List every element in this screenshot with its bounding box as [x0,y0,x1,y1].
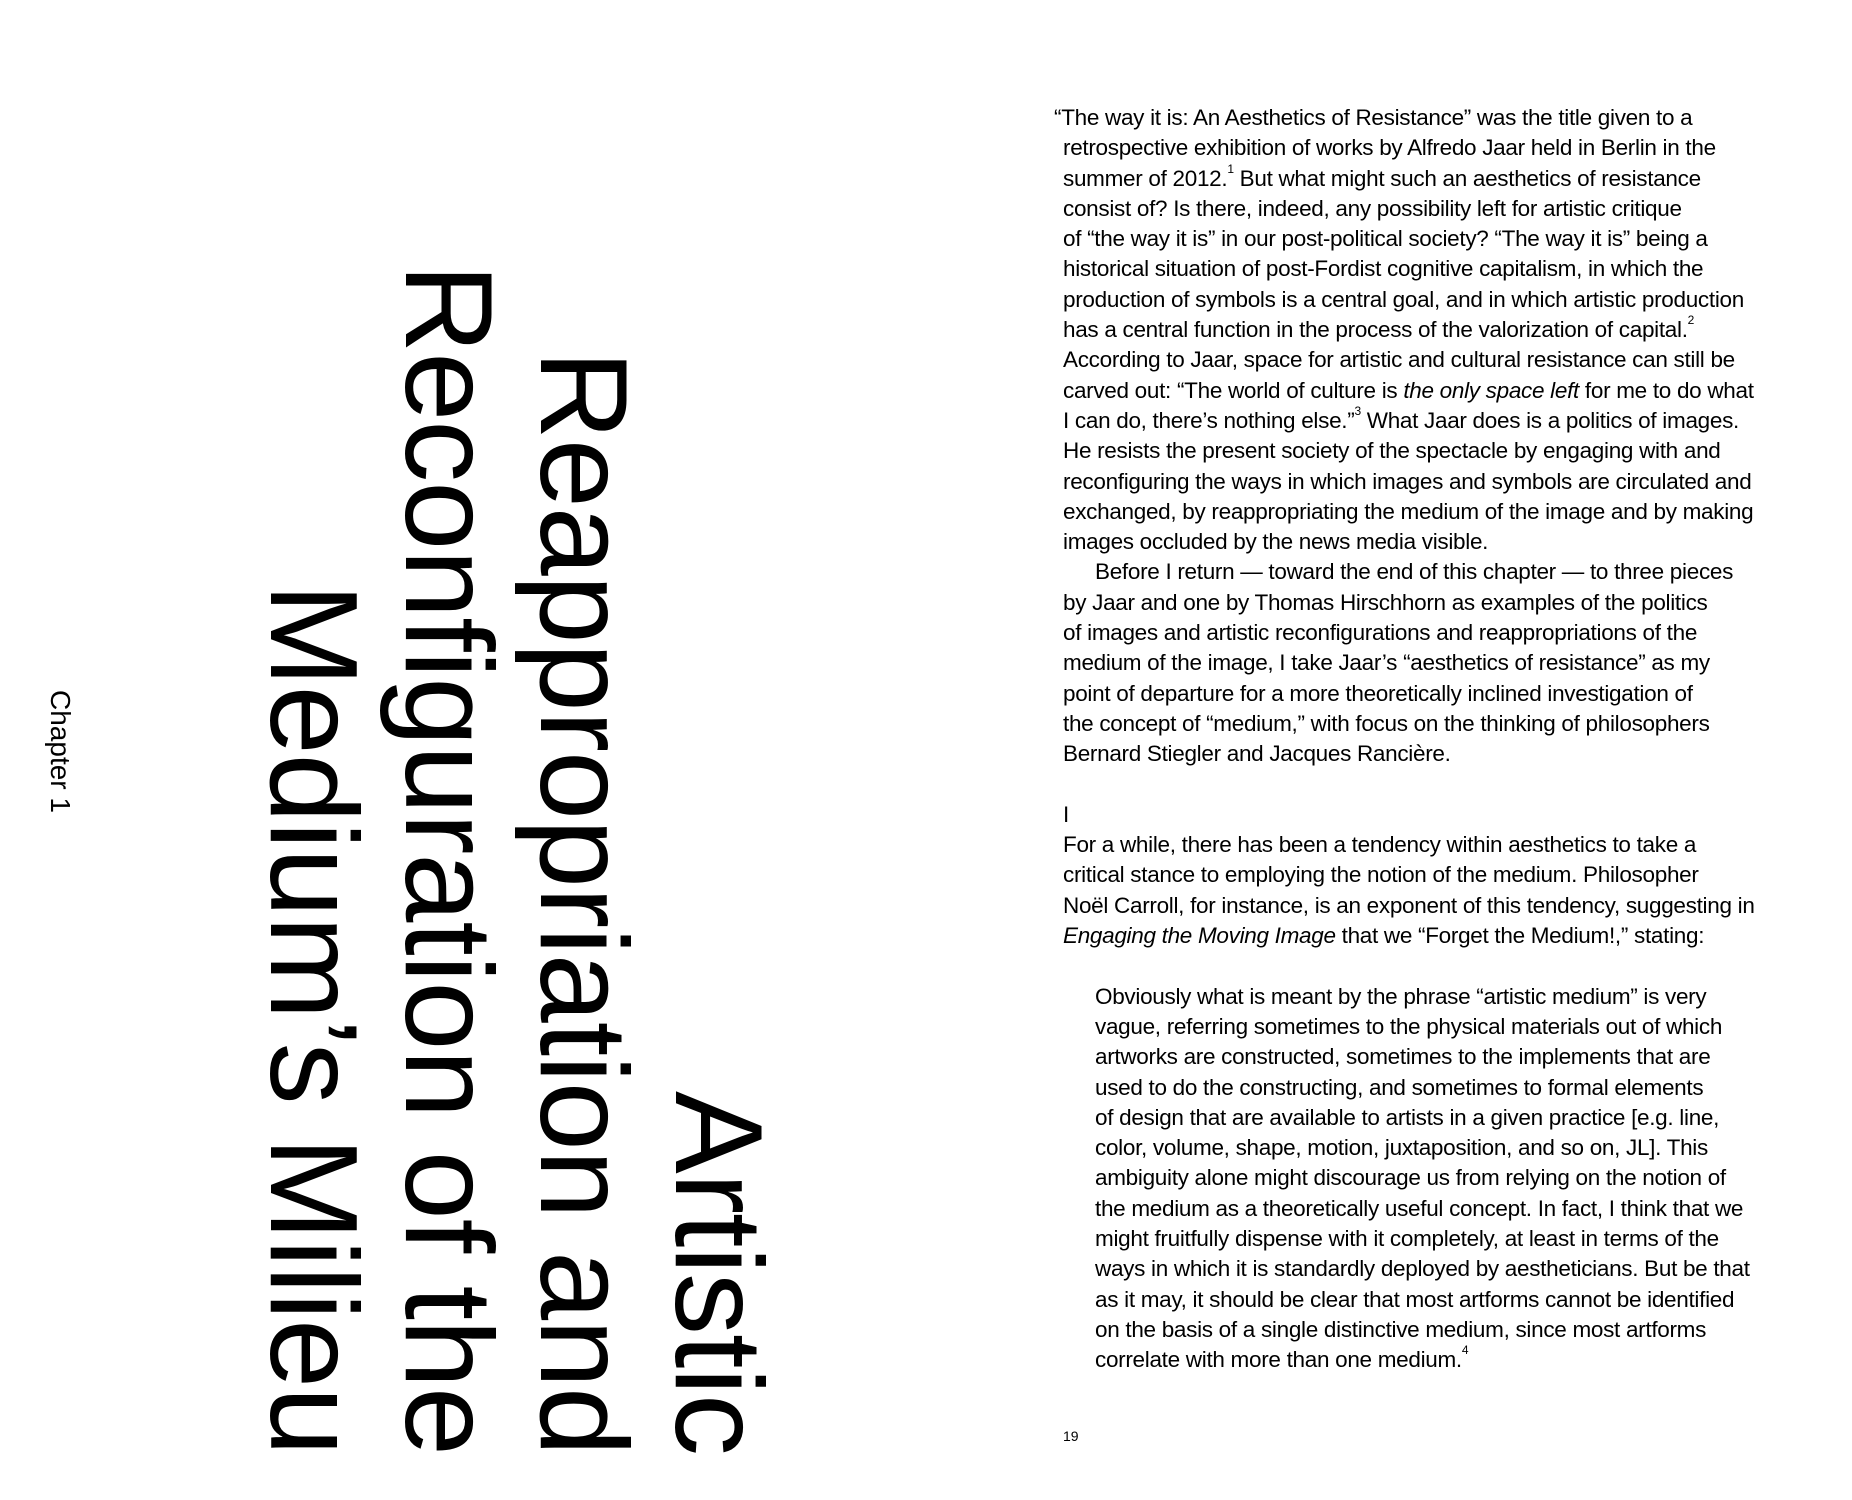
text-line: the concept of “medium,” with focus on the thinking of philosophers [1063,710,1710,736]
title-line: Reconfiguration of the [379,263,517,1455]
text-line: exchanged, by reappropriating the medium of the image and by making [1063,498,1754,524]
footnote-marker: 1 [1227,161,1234,176]
spacer [1063,770,1823,800]
title-line: Reappropriation and [514,350,652,1455]
text-line: Noël Carroll, for instance, is an exponent of this tendency, suggesting in [1063,892,1755,918]
block-quote [1063,982,1823,1376]
text-line: consist of? Is there, indeed, any possibility left for artistic critique [1063,195,1682,221]
quote-line: ambiguity alone might discourage us from relying on the notion of [1095,1165,1726,1191]
text-line: images occluded by the news media visible. [1063,529,1489,555]
text-line: retrospective exhibition of works by Alfredo Jaar held in Berlin in the [1063,135,1716,161]
quote-line: artworks are constructed, sometimes to the implements that are [1095,1044,1711,1070]
text-line: carved out: “The world of culture is the only space left for me to do what [1063,377,1754,403]
text-line: Before I return — toward the end of this chapter — to three pieces [1095,559,1734,585]
text-line: He resists the present society of the spectacle by engaging with and [1063,438,1721,464]
page-number: 19 [1063,1428,1079,1444]
text-line: point of departure for a more theoretically inclined investigation of [1063,680,1693,706]
text-line: critical stance to employing the notion of the medium. Philosopher [1063,862,1699,888]
quote-line: color, volume, shape, motion, juxtaposition, and so on, JL]. This [1095,1135,1708,1161]
text-line: reconfiguring the ways in which images and symbols are circulated and [1063,468,1752,494]
text-line: has a central function in the process of the valorization of capital.$^2$ [1063,313,1695,343]
body-text [1054,103,1823,1375]
title-line: Artistic [649,1091,787,1455]
text-line: of images and artistic reconfigurations and reappropriations of the [1063,620,1698,646]
quote-line: ways in which it is standardly deployed by aestheticians. But be that [1095,1256,1750,1282]
quote-line: the medium as a theoretically useful concept. In fact, I think that we [1095,1195,1744,1221]
quote-line: of design that are available to artists in a given practice [e.g. line, [1095,1104,1720,1130]
quote-line: on the basis of a single distinctive medium, since most artforms [1095,1316,1707,1342]
text-line: For a while, there has been a tendency within aesthetics to take a [1063,832,1697,858]
title-line: Medium’s Milieu [244,583,382,1455]
quote-line: correlate with more than one medium.$^4$ [1095,1343,1469,1373]
quote-line: might fruitfully dispense with it completely, at least in terms of the [1095,1225,1719,1251]
text-line: historical situation of post-Fordist cognitive capitalism, in which the [1063,256,1704,282]
text-line: production of symbols is a central goal, and in which artistic production [1063,286,1744,312]
quote-line: vague, referring sometimes to the physical materials out of which [1095,1013,1723,1039]
footnote-marker: 4 [1461,1343,1469,1358]
text-line: “The way it is: An Aesthetics of Resistance” was the title given to a [1054,105,1693,130]
spacer [1063,951,1823,981]
text-line: medium of the image, I take Jaar’s “aesthetics of resistance” as my [1063,650,1710,676]
text-line: Engaging the Moving Image that we “Forget the Medium!,” stating: [1063,923,1705,949]
quote-line: as it may, it should be clear that most artforms cannot be identified [1095,1286,1735,1312]
footnote-marker: 2 [1687,313,1695,328]
footnote-marker: 3 [1354,403,1361,418]
text-line: Bernard Stiegler and Jacques Rancière. [1063,741,1451,767]
chapter-label: Chapter 1 [45,690,76,813]
text-line: I can do, there’s nothing else.”$^3$ What Jaar does is a politics of images. [1063,403,1739,433]
chapter-title [245,55,785,1455]
text-line: According to Jaar, space for artistic and cultural resistance can still be [1063,347,1735,373]
quote-line: used to do the constructing, and sometimes to formal elements [1095,1074,1704,1100]
section-number: I [1063,801,1069,827]
text-line: of “the way it is” in our post-political society? “The way it is” being a [1063,226,1708,252]
quote-line: Obviously what is meant by the phrase “artistic medium” is very [1095,983,1707,1009]
text-line: summer of 2012.$^1$ But what might such an aesthetics of resistance [1063,161,1701,191]
text-line: by Jaar and one by Thomas Hirschhorn as examples of the politics [1063,589,1708,615]
